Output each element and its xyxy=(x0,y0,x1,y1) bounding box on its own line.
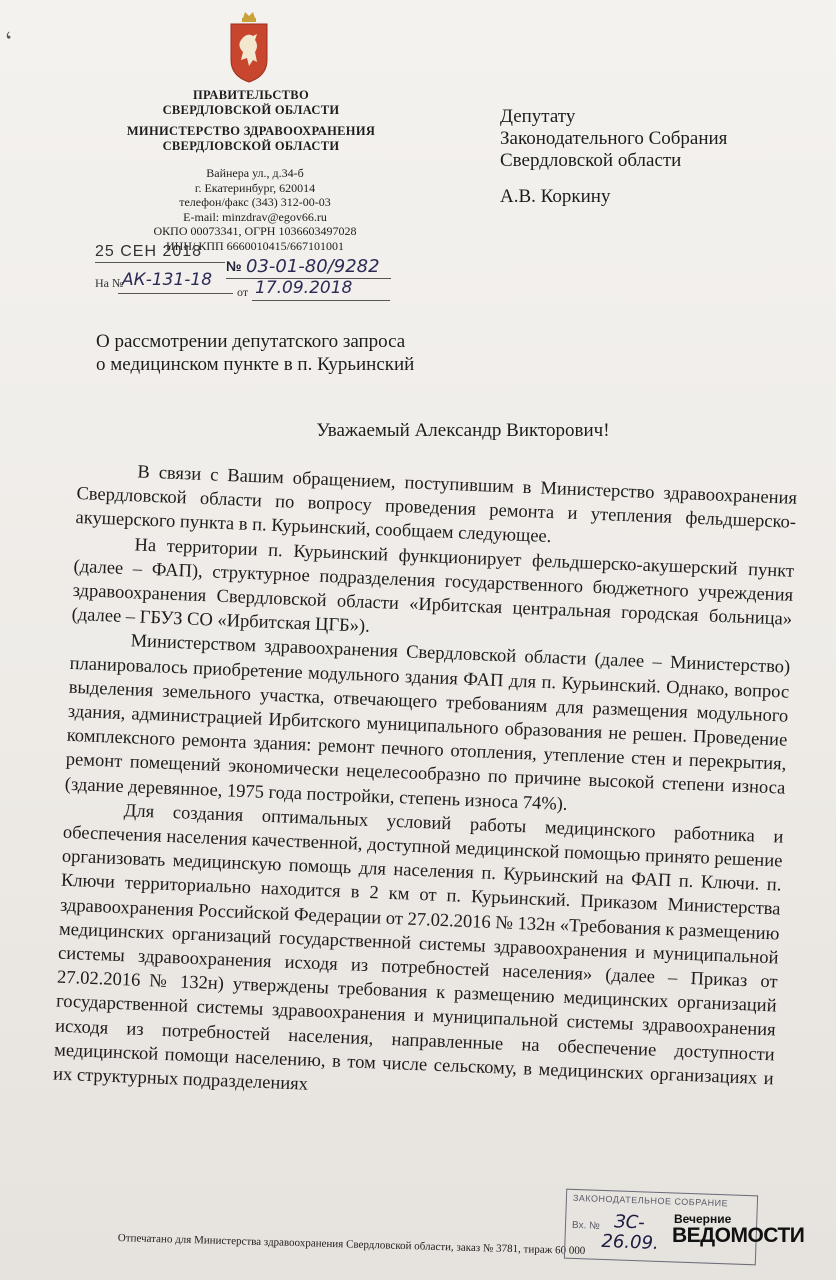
contact-inn: ИНН/ КПП 6660010415/667101001 xyxy=(165,238,344,253)
paragraph-4: Для создания оптимальных условий работы медицинского работника и обеспечения населения качественной, доступной медицинской помощью принято решение организовать медицинскую помощь для населения п. Курьинский на ФАП п. Ключи. п. Ключи территориально находится в 2 км от п. Курьинский. Приказом Министерства здравоохранения Российской Федерации от 27.02.2016 № 132н «Требования к размещению медицинских организаций государственной системы здравоохранения и муниципальной системы здравоохранения исходя из потребностей населения» (далее – Приказ от 27.02.2016 № 132н) утверждены требования к размещению медицинских организаций государственной системы здравоохранения и муниципальной системы здравоохранения исходя из потребностей населения, направленные на обеспечение доступности медицинской помощи населению, в том числе сельскому, в медицинских организациях и их структурных подразделениях xyxy=(52,800,784,1095)
sender-contacts xyxy=(130,166,380,253)
stamp-number: ЗС- xyxy=(613,1211,646,1234)
ministry-line-1: МИНИСТЕРСТВО ЗДРАВООХРАНЕНИЯ xyxy=(126,124,376,138)
reference-underline xyxy=(118,293,233,294)
reference-date-underline xyxy=(252,300,390,301)
paragraph-3: Министерством здравоохранения Свердловской области (далее – Министерство) планировалось приобретение модульного здания ФАП для п. Курьинский. Однако, вопрос выделения земельного участка, отвечающего требованиям для размещения модульного здания, администрацией Ирбитского муниципального образования не решен. Проведение комплексного ремонта здания: ремонт печного отопления, утепление стен и перекрытия, ремонт помещений экономически нецелесообразно по причине высокой степени износа (здание деревянное, 1975 года постройки, степень износа 74%). xyxy=(64,631,791,815)
paragraph-2: На территории п. Курьинский функционирует фельдшерско-акушерский пункт (далее – ФАП), структурное подразделения государственного бюджетного учреждения здравоохранения Свердловской области «Ирбитская центральная городская больница» (далее – ГБУЗ СО «Ирбитская ЦГБ»). xyxy=(71,534,795,638)
addressee-line-3: Свердловской области xyxy=(500,150,682,171)
salutation: Уважаемый Александр Викторович! xyxy=(316,420,610,441)
watermark-line-2: ВЕДОМОСТИ xyxy=(672,1224,805,1247)
outgoing-number: 03-01-80/9282 xyxy=(246,256,380,277)
letter-body xyxy=(53,458,798,1116)
reference-number: АК-131-18 xyxy=(122,270,213,290)
watermark-line-1: Вечерние xyxy=(674,1212,732,1226)
letter-subject xyxy=(96,330,414,376)
reference-date-label: от xyxy=(237,285,249,299)
sverdlovsk-coat-of-arms-icon xyxy=(229,10,269,84)
stamp-date: 26.09. xyxy=(601,1230,660,1254)
government-line-2: СВЕРДЛОВСКОЙ ОБЛАСТИ xyxy=(162,103,340,117)
contact-address: Вайнера ул., д.34-б xyxy=(206,166,304,180)
paragraph-1: В связи с Вашим обращением, поступившим в Министерство здравоохранения Свердловской области по вопросу проведения ремонта и утепления фельдшерско-акушерского пункта в п. Курьинский, сообщаем следующее. xyxy=(75,462,798,548)
subject-line-1: О рассмотрении депутатского запроса xyxy=(96,331,406,352)
stamp-vx-label: Вх. № xyxy=(571,1219,601,1232)
addressee-line-1: Депутату xyxy=(500,106,576,127)
print-footer: Отпечатано для Министерства здравоохранения Свердловской области, заказ № 3781, тираж 60 000 xyxy=(117,1232,586,1258)
contact-city: г. Екатеринбург, 620014 xyxy=(194,180,316,195)
government-line-1: ПРАВИТЕЛЬСТВО xyxy=(193,88,309,102)
addressee-name: А.В. Коркину xyxy=(500,186,611,207)
reference-date: 17.09.2018 xyxy=(255,278,353,298)
reference-number-label: На № xyxy=(95,276,124,290)
contact-phone: телефон/факс (343) 312-00-03 xyxy=(179,195,331,209)
date-underline xyxy=(95,262,225,263)
addressee-block xyxy=(500,106,727,208)
ministry-line-2: СВЕРДЛОВСКОЙ ОБЛАСТИ xyxy=(162,139,340,153)
contact-okpo: ОКПО 00073341, ОГРН 1036603497028 xyxy=(153,224,357,238)
pen-mark: ʻ xyxy=(1,25,20,56)
outgoing-date-stamp: 25 СЕН 2018 xyxy=(95,243,203,260)
contact-email: E-mail: minzdrav@egov66.ru xyxy=(183,209,327,224)
sender-header xyxy=(96,88,406,154)
stamp-title: ЗАКОНОДАТЕЛЬНОЕ СОБРАНИЕ xyxy=(572,1192,729,1209)
number-label: № xyxy=(226,258,242,274)
addressee-line-2: Законодательного Собрания xyxy=(500,128,728,149)
vecherniye-vedomosti-watermark xyxy=(672,1212,804,1246)
subject-line-2: о медицинском пункте в п. Курьинский xyxy=(96,354,415,375)
